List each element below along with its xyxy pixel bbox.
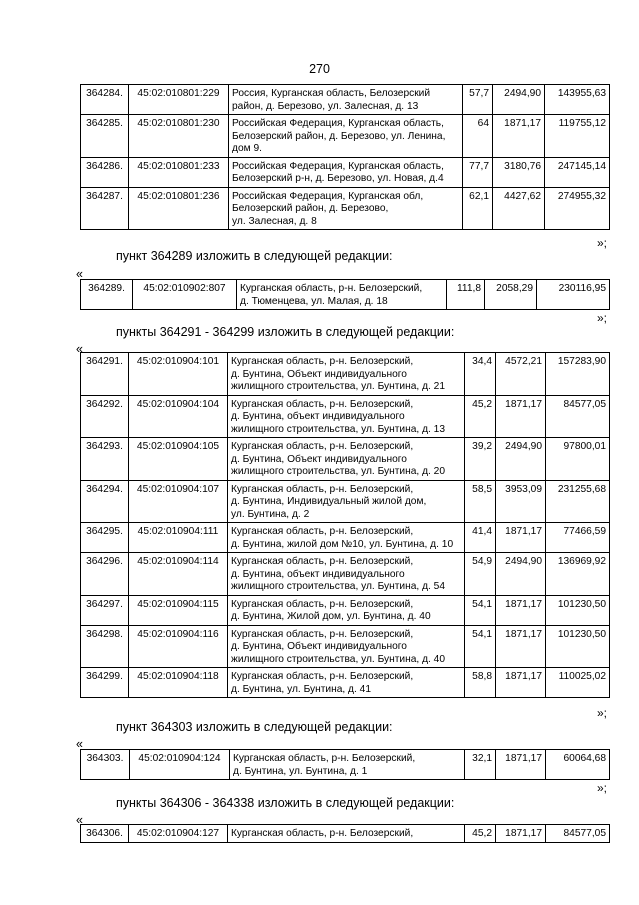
area-value: 54,1	[465, 625, 496, 668]
cadastral-cost: 274955,32	[545, 187, 610, 230]
property-table	[80, 84, 610, 230]
row-number: 364306.	[81, 825, 129, 843]
area-value: 45,2	[465, 395, 496, 438]
cadastral-number: 45:02:010904:107	[129, 480, 228, 523]
row-number: 364286.	[81, 157, 129, 187]
address: Курганская область, р-н. Белозерский, д. Бунтина, Объект индивидуального жилищного строительства, ул. Бунтина, д. 20	[228, 438, 465, 481]
closing-quote: »;	[596, 781, 607, 795]
cadastral-number: 45:02:010801:236	[129, 187, 229, 230]
row-number: 364287.	[81, 187, 129, 230]
unit-price: 1871,17	[496, 523, 546, 553]
table-row	[81, 115, 610, 158]
unit-price: 1871,17	[496, 395, 546, 438]
table-row	[81, 825, 610, 843]
row-number: 364296.	[81, 553, 129, 596]
closing-quote: »;	[596, 236, 607, 250]
unit-price: 2494,90	[493, 85, 545, 115]
cadastral-number: 45:02:010904:105	[129, 438, 228, 481]
address: Курганская область, р-н. Белозерский, д. Бунтина, жилой дом №10, ул. Бунтина, д. 10	[228, 523, 465, 553]
row-number: 364295.	[81, 523, 129, 553]
row-number: 364285.	[81, 115, 129, 158]
cadastral-cost: 101230,50	[546, 625, 610, 668]
cadastral-cost: 247145,14	[545, 157, 610, 187]
area-value: 77,7	[463, 157, 493, 187]
row-number: 364284.	[81, 85, 129, 115]
address: Россия, Курганская область, Белозерский район, д. Березово, ул. Залесная, д. 13	[229, 85, 463, 115]
table-row	[81, 353, 610, 396]
table-row	[81, 523, 610, 553]
table-row	[81, 157, 610, 187]
table-row	[81, 480, 610, 523]
opening-quote: «	[76, 813, 83, 827]
property-table	[80, 824, 610, 843]
table-row	[81, 750, 610, 780]
cadastral-cost: 110025,02	[546, 668, 610, 698]
unit-price: 2494,90	[496, 553, 546, 596]
cadastral-number: 45:02:010904:114	[129, 553, 228, 596]
address: Российская Федерация, Курганская область, Белозерский р-н, д. Березово, ул. Новая, д.4	[229, 157, 463, 187]
table-row	[81, 280, 610, 310]
section-heading: пункт 364303 изложить в следующей редакции:	[116, 720, 393, 734]
row-number: 364297.	[81, 595, 129, 625]
unit-price: 1871,17	[496, 625, 546, 668]
cadastral-number: 45:02:010902:807	[133, 280, 237, 310]
row-number: 364292.	[81, 395, 129, 438]
address: Курганская область, р-н. Белозерский, д. Бунтина, Индивидуальный жилой дом, ул. Бунтина, д. 2	[228, 480, 465, 523]
closing-quote: »;	[596, 706, 607, 720]
cadastral-number: 45:02:010801:229	[129, 85, 229, 115]
property-table	[80, 279, 610, 310]
property-table	[80, 749, 610, 780]
table-row	[81, 668, 610, 698]
address: Курганская область, р-н. Белозерский, д. Бунтина, ул. Бунтина, д. 1	[230, 750, 465, 780]
page-number: 270	[309, 62, 330, 76]
area-value: 39,2	[465, 438, 496, 481]
cadastral-cost: 230116,95	[537, 280, 610, 310]
row-number: 364289.	[81, 280, 133, 310]
cadastral-cost: 157283,90	[546, 353, 610, 396]
table-row	[81, 438, 610, 481]
address: Курганская область, р-н. Белозерский, д. Бунтина, Объект индивидуального жилищного строительства, ул. Бунтина, д. 40	[228, 625, 465, 668]
unit-price: 2494,90	[496, 438, 546, 481]
area-value: 111,8	[447, 280, 485, 310]
cadastral-number: 45:02:010904:116	[129, 625, 228, 668]
address: Курганская область, р-н. Белозерский, д. Бунтина, Жилой дом, ул. Бунтина, д. 40	[228, 595, 465, 625]
area-value: 34,4	[465, 353, 496, 396]
cadastral-cost: 84577,05	[546, 395, 610, 438]
table-row	[81, 187, 610, 230]
cadastral-number: 45:02:010904:118	[129, 668, 228, 698]
row-number: 364291.	[81, 353, 129, 396]
row-number: 364299.	[81, 668, 129, 698]
section-heading: пункты 364291 - 364299 изложить в следующей редакции:	[116, 325, 455, 339]
cadastral-cost: 101230,50	[546, 595, 610, 625]
area-value: 64	[463, 115, 493, 158]
table-row	[81, 553, 610, 596]
area-value: 41,4	[465, 523, 496, 553]
unit-price: 1871,17	[496, 750, 546, 780]
area-value: 58,5	[465, 480, 496, 523]
address: Российская Федерация, Курганская обл, Белозерский район, д. Березово, ул. Залесная, д. 8	[229, 187, 463, 230]
cadastral-number: 45:02:010904:127	[129, 825, 228, 843]
opening-quote: «	[76, 737, 83, 751]
opening-quote: «	[76, 342, 83, 356]
unit-price: 1871,17	[493, 115, 545, 158]
unit-price: 3953,09	[496, 480, 546, 523]
address: Курганская область, р-н. Белозерский, д. Бунтина, Объект индивидуального жилищного строительства, ул. Бунтина, д. 21	[228, 353, 465, 396]
unit-price: 2058,29	[485, 280, 537, 310]
closing-quote: »;	[596, 311, 607, 325]
address: Курганская область, р-н. Белозерский, д. Бунтина, объект индивидуального жилищного строительства, ул. Бунтина, д. 13	[228, 395, 465, 438]
cadastral-cost: 119755,12	[545, 115, 610, 158]
table-row	[81, 595, 610, 625]
address: Российская Федерация, Курганская область, Белозерский район, д. Березово, ул. Ленина, дом 9.	[229, 115, 463, 158]
area-value: 62,1	[463, 187, 493, 230]
row-number: 364294.	[81, 480, 129, 523]
opening-quote: «	[76, 267, 83, 281]
address: Курганская область, р-н. Белозерский, д. Тюменцева, ул. Малая, д. 18	[237, 280, 447, 310]
unit-price: 4427,62	[493, 187, 545, 230]
cadastral-cost: 136969,92	[546, 553, 610, 596]
row-number: 364303.	[81, 750, 130, 780]
cadastral-cost: 231255,68	[546, 480, 610, 523]
address: Курганская область, р-н. Белозерский, д. Бунтина, ул. Бунтина, д. 41	[228, 668, 465, 698]
unit-price: 1871,17	[496, 825, 546, 843]
cadastral-cost: 97800,01	[546, 438, 610, 481]
area-value: 54,1	[465, 595, 496, 625]
row-number: 364293.	[81, 438, 129, 481]
area-value: 58,8	[465, 668, 496, 698]
section-heading: пункт 364289 изложить в следующей редакции:	[116, 249, 393, 263]
cadastral-number: 45:02:010904:111	[129, 523, 228, 553]
cadastral-cost: 60064,68	[546, 750, 610, 780]
cadastral-number: 45:02:010801:233	[129, 157, 229, 187]
cadastral-number: 45:02:010904:101	[129, 353, 228, 396]
address: Курганская область, р-н. Белозерский,	[228, 825, 465, 843]
table-row	[81, 85, 610, 115]
cadastral-number: 45:02:010904:124	[130, 750, 230, 780]
cadastral-cost: 84577,05	[546, 825, 610, 843]
cadastral-number: 45:02:010801:230	[129, 115, 229, 158]
cadastral-cost: 77466,59	[546, 523, 610, 553]
section-heading: пункты 364306 - 364338 изложить в следующей редакции:	[116, 796, 455, 810]
cadastral-cost: 143955,63	[545, 85, 610, 115]
row-number: 364298.	[81, 625, 129, 668]
unit-price: 4572,21	[496, 353, 546, 396]
area-value: 45,2	[465, 825, 496, 843]
area-value: 32,1	[465, 750, 496, 780]
cadastral-number: 45:02:010904:115	[129, 595, 228, 625]
area-value: 57,7	[463, 85, 493, 115]
area-value: 54,9	[465, 553, 496, 596]
property-table	[80, 352, 610, 698]
address: Курганская область, р-н. Белозерский, д. Бунтина, объект индивидуального жилищного строительства, ул. Бунтина, д. 54	[228, 553, 465, 596]
table-row	[81, 625, 610, 668]
unit-price: 3180,76	[493, 157, 545, 187]
unit-price: 1871,17	[496, 668, 546, 698]
cadastral-number: 45:02:010904:104	[129, 395, 228, 438]
table-row	[81, 395, 610, 438]
unit-price: 1871,17	[496, 595, 546, 625]
